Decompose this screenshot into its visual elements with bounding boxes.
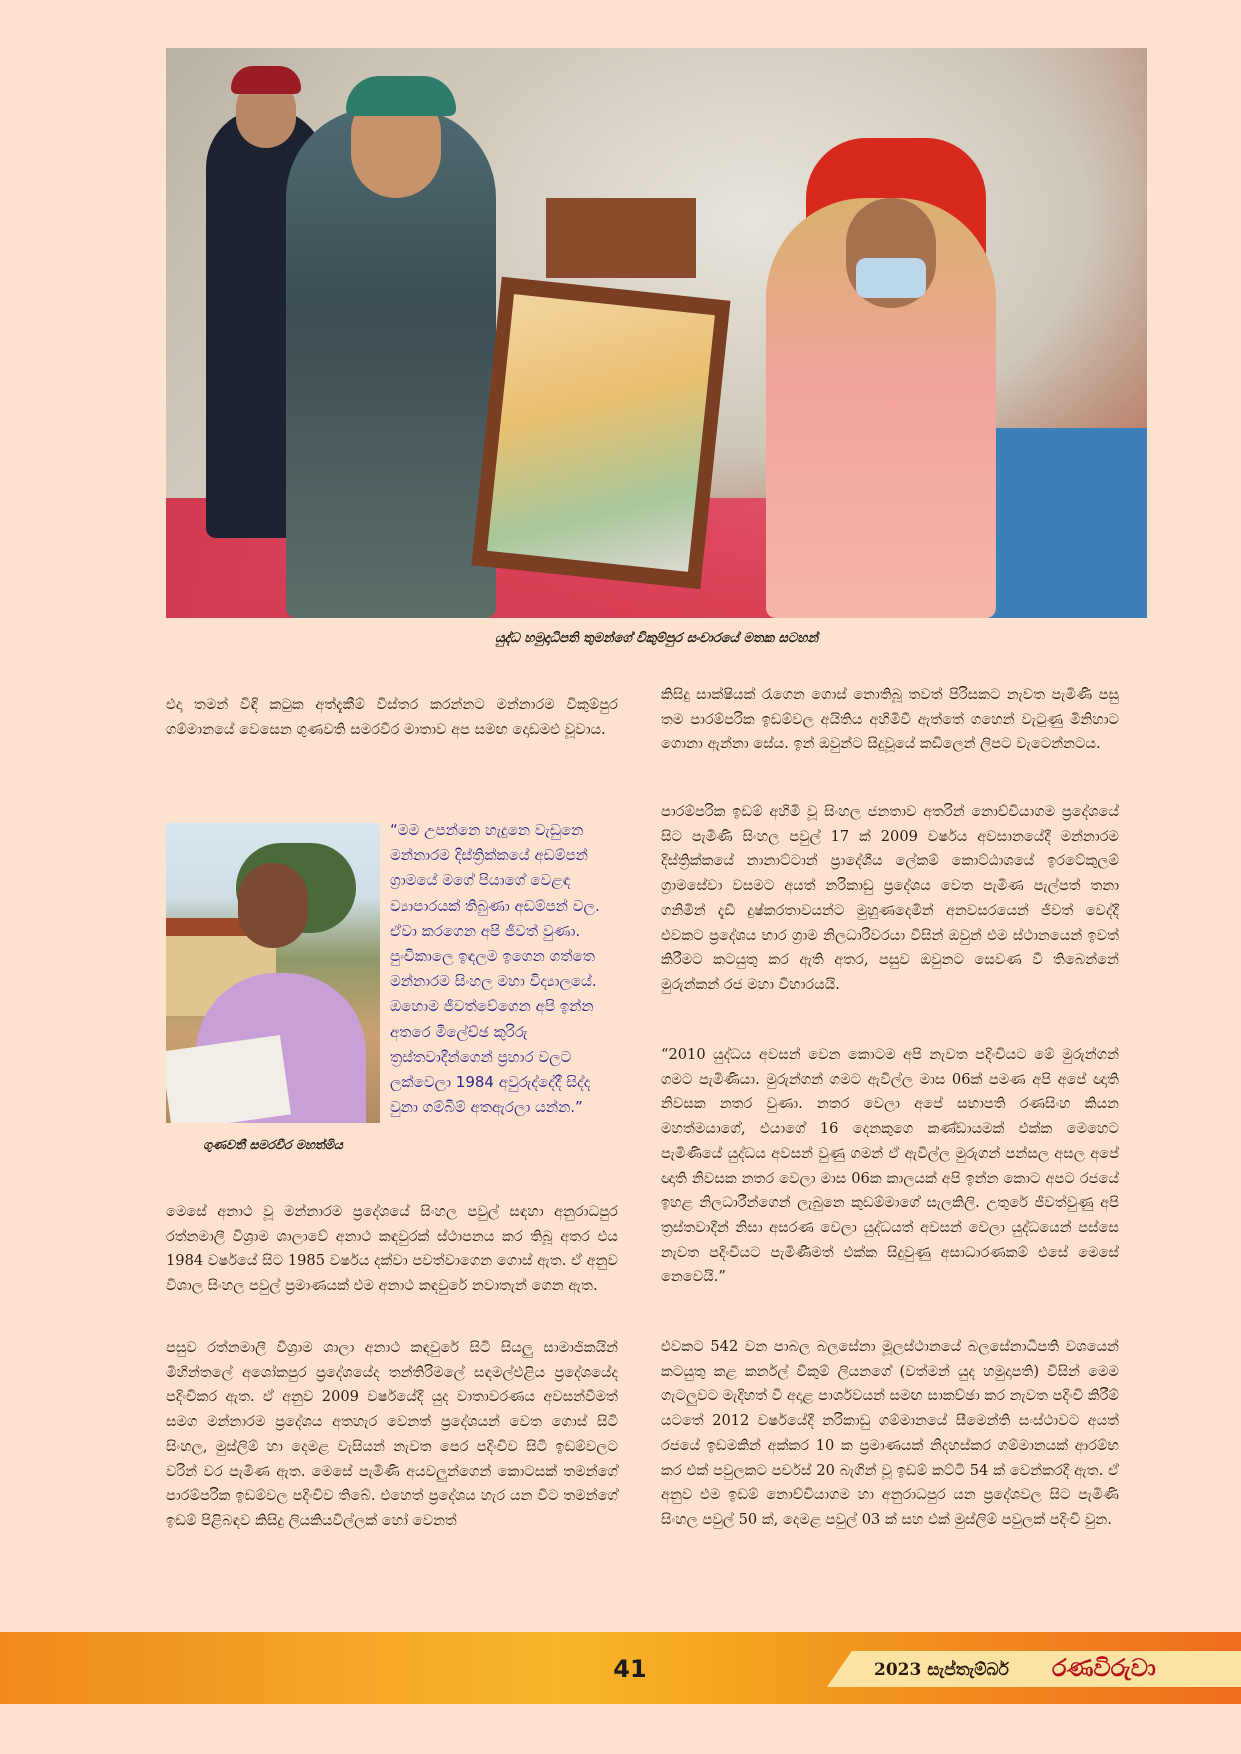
left-paragraph-2: මෙසේ අනාථ වූ මන්නාරම ප්‍රදේශයේ සිංහල පවුල් සඳහා අනුරාධපුර රත්නමාලී විශ්‍රාම ශාලාවේ අනාථ කඳවුරක් ස්ථාපනය කර තිබූ අතර එය 1984 වර්ෂයේ සිට 1985 වර්ෂය දක්වා පවත්වාගෙන ගොස් ඇත. ඒ අනුව විශාල සිංහල පවුල් ප්‍රමාණයක් එම අනාථ කඳවුරේ නවාතැන් ගෙන ඇත. [166,1203,618,1295]
inset-photo [166,823,380,1123]
feature-photo [166,48,1147,618]
issue-date: 2023 සැප්තැම්බර් [874,1660,1009,1680]
left-paragraph-3: පසුව රත්නමාලී විශ්‍රාම ශාලා අනාථ කඳවුරේ සිටි සියලු සාමාජිකයින් මිහින්තලේ අශෝකපුර ප්‍රදේශයේද තන්තිරිමලේ සඳමල්එළිය ප්‍රදේශයේද පදිංචිකර ඇත. ඒ අනුව 2009 වර්ෂයේදී යුද වාතාවරණය අවසන්වීමත් සමග මන්නාරම ප්‍රදේශය අතහැර වෙනත් ප්‍රදේශයන් වෙත ගොස් සිටි සිංහල, මුස්ලිම් හා දෙමළ වැසියන් නැවත පෙර පදිංචිව සිටි ඉඩම්වලට වරින් වර පැමිණ ඇත. මෙසේ පැමිණි අයවලුන්ගෙන් කොටසක් තමන්ගේ පාරම්පරික ඉඩම්වල පදිංචිව තිබේ. එහෙත් ප්‍රදේශය හැර යන විට තමන්ගේ ඉඩම් පිළිබඳව කිසිදු ලියකියවිල්ලක් හෝ වෙනත් [166,1339,618,1529]
inset-woman-head [238,863,308,948]
photo-face-mask [856,258,926,298]
photo-guard-beret [231,66,301,94]
right-paragraph-1: කිසිදු සාක්ෂියක් රැගෙන ගොස් නොතිබූ තවත් පිරිසකට නැවත පැමිණි පසු තම පාරම්පරික ඉඩම්වල අයිතිය අහිමිවී ඇත්තේ ගහෙන් වැටුණු මිනිහාට ගොනා ඇන්නා සේය. ඉන් ඔවුන්ට සිදුවූයේ කඩිලෙන් ලිපට වැටෙන්නටය. [661,686,1119,753]
photo-officer-beret [346,76,456,116]
photo-portrait [487,294,715,572]
left-paragraph-1: එදා තමන් විඳි කටුක අත්දැකීම් විස්තර කරන්නට මන්නාරම විකුම්පුර ගම්මානයේ වෙසෙන ගුණවති සමරවීර මාතාව අප සමඟ දොඩමළු වූවාය. [166,696,618,738]
inset-caption: ගුණවතී සමරවීර මහත්මිය [203,1137,343,1152]
photo-caption: යුද්ධ හමුදාධිපති තුමන්ගේ විකුම්පුර සංචාරයේ මතක සටහන් [494,631,819,646]
right-paragraph-3: “2010 යුද්ධය අවසන් වෙන කොටම අපි නැවත පදිංචියට මේ මුරුන්ගන් ගමට පැමිණියා. මුරුන්ගන් ගමට ඇවිල්ල මාස 06ක් පමණ අපි අපේ ඥාති නිවසක නතර වුණා. නතර වෙලා අපේ සභාපති රණසිංහ කියන මහත්මයාගේ, එයාගේ 16 දෙනකුගෙ කණ්ඩායමක් එක්ක මෙහෙට පැමිණියේ යුද්ධය අවසන් වුණු ගමන් ඒ ඇවිල්ල මුරුගන් පන්සල අසල අපේ ඥාති නිවසක නතර වෙලා මාස 06ක කාලයක් අපි ඉන්න කොට අපට රජයේ ඉහළ නිලධාරීන්ගෙන් ලැබුනෙ කුඩම්මාගේ සැලකිලි. උතුරේ ජීවත්වුණු අපි ත්‍රස්තවාදීන් නිසා අසරණ වෙලා යුද්ධයත් අවසන් වෙලා යුද්ධයෙන් පස්සෙ නැවත පදිංචියට පැමිණීමත් එක්ක සිදුවුණු අසාධාරණකම් එසේ මෙසේ නෙවෙයි.” [661,1046,1119,1286]
photo-table [986,428,1147,618]
photo-podium [546,198,696,278]
pull-quote: “මම උපන්නෙ හැදුනෙ වැඩුනෙ මන්නාරම දිස්ත්‍රික්කයේ අඩම්පන් ග්‍රාමයේ මගේ පියාගේ වෙළඳ ව්‍යාපාරයක් තිබුණා අඩම්පන් වල. ඒවා කරගෙන අපි ජීවත් වුණා. පුංචිකාලෙ ඉඳලම ඉගෙන ගත්තෙ මන්නාරම සිංහල මහා විද්‍යාලයේ. ඔහොම ජීවත්වේගෙන අපි ඉන්න අතරෙ මිලේච්ඡ කුරිරු ත්‍රස්තවාදීන්ගෙන් ප්‍රහාර වලට ලක්වෙලා 1984 අවුරුද්දේදී සිද්ද වුනා ගම්බිම් අතඇරලා යන්න.” [390,821,600,1117]
right-paragraph-4: එවකට 542 වන පාබල බලසේනා මූලස්ථානයේ බලසේනාධිපති වශයෙන් කටයුතු කළ කර්නල් විකුම් ලියනගේ (වත්මන් යුද හමුදාපති) විසින් මෙම ගැටලුවට මැදිහත් වී අදාළ පාර්ශවයන් සමඟ සාකච්ඡා කර නැවත පදිංචි කිරීම් යටතේ 2012 වර්ෂයේදී නරිකාඩු ගම්මානයේ සීමෙන්ති සංස්ථාවට අයත් රජයේ ඉඩමකින් අක්කර 10 ක ප්‍රමාණයක් නිදහස්කර ගම්මානයක් ආරම්භ කර එක් පවුලකට පර්චස් 20 බැගින් වූ ඉඩම් කට්ටි 54 ක් වෙන්කරදී ඇත. ඒ අනුව එම ඉඩම් නොච්චියාගම හා අනුරාධපුර යන ප්‍රදේශවල සිට පැමිණි සිංහල පවුල් 50 ක්, දෙමළ පවුල් 03 ක් සහ එක් මුස්ලිම් පවුලක් පදිංචි වුන. [661,1338,1119,1528]
magazine-name: රණවිරුවා [1052,1654,1156,1682]
page-number: 41 [613,1655,647,1683]
right-paragraph-2: පාරම්පරික ඉඩම් අහිමි වූ සිංහල ජනතාව අතරින් නොච්චියාගම ප්‍රදේශයේ සිට පැමිණි සිංහල පවුල් 17 ක් 2009 වර්ෂය අවසානයේදී මන්නාරම දිස්ත්‍රික්කයේ නානාට්ටාන් ප්‍රාදේශීය ලේකම් කොට්ඨාශයේ ඉරටේකුලම් ග්‍රාමසේවා වසමට අයත් නරිකාඩු ප්‍රදේශය වෙත පැමිණ පැල්පත් තනා ගනිමින් දැඩි දුෂ්කරතාවයන්ට මුහුණදෙමින් අනවසරයෙන් ජීවත් වෙද්දී එවකට ප්‍රදේශය භාර ග්‍රාම නිලධාරිවරයා විසින් ඔවුන් එම ස්ථානයෙන් ඉවත් කිරීමට කටයුතු කර ඇති අතර, පසුව ඔවුනට සෙවණ වී තිබෙන්නේ මුරුන්කන් රජ මහා විහාරයයි. [661,803,1119,993]
inset-newspaper [166,1035,291,1123]
